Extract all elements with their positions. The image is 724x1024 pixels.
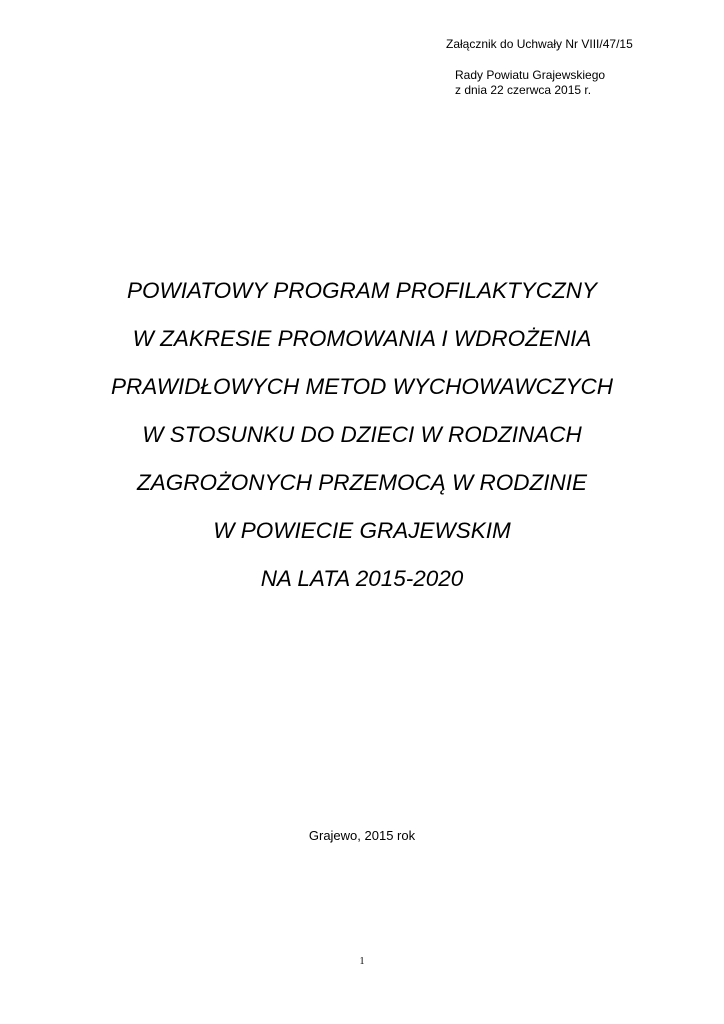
title-line: ZAGROŻONYCH PRZEMOCĄ W RODZINIE <box>137 470 587 495</box>
title-line: W ZAKRESIE PROMOWANIA I WDROŻENIA <box>132 326 592 351</box>
place-and-year: Grajewo, 2015 rok <box>308 828 416 843</box>
document-title <box>0 279 724 615</box>
title-line: PRAWIDŁOWYCH METOD WYCHOWAWCZYCH <box>110 374 614 399</box>
resolution-date-line: z dnia 22 czerwca 2015 r. <box>455 83 592 97</box>
title-line: POWIATOWY PROGRAM PROFILAKTYCZNY <box>126 278 598 303</box>
council-name-line: Rady Powiatu Grajewskiego <box>455 68 606 82</box>
title-line: W STOSUNKU DO DZIECI W RODZINACH <box>142 422 582 447</box>
title-line: NA LATA 2015-2020 <box>260 566 464 591</box>
page-number: 1 <box>359 956 365 967</box>
attachment-header-line: Załącznik do Uchwały Nr VIII/47/15 <box>446 37 633 51</box>
title-line: W POWIECIE GRAJEWSKIM <box>213 518 511 543</box>
